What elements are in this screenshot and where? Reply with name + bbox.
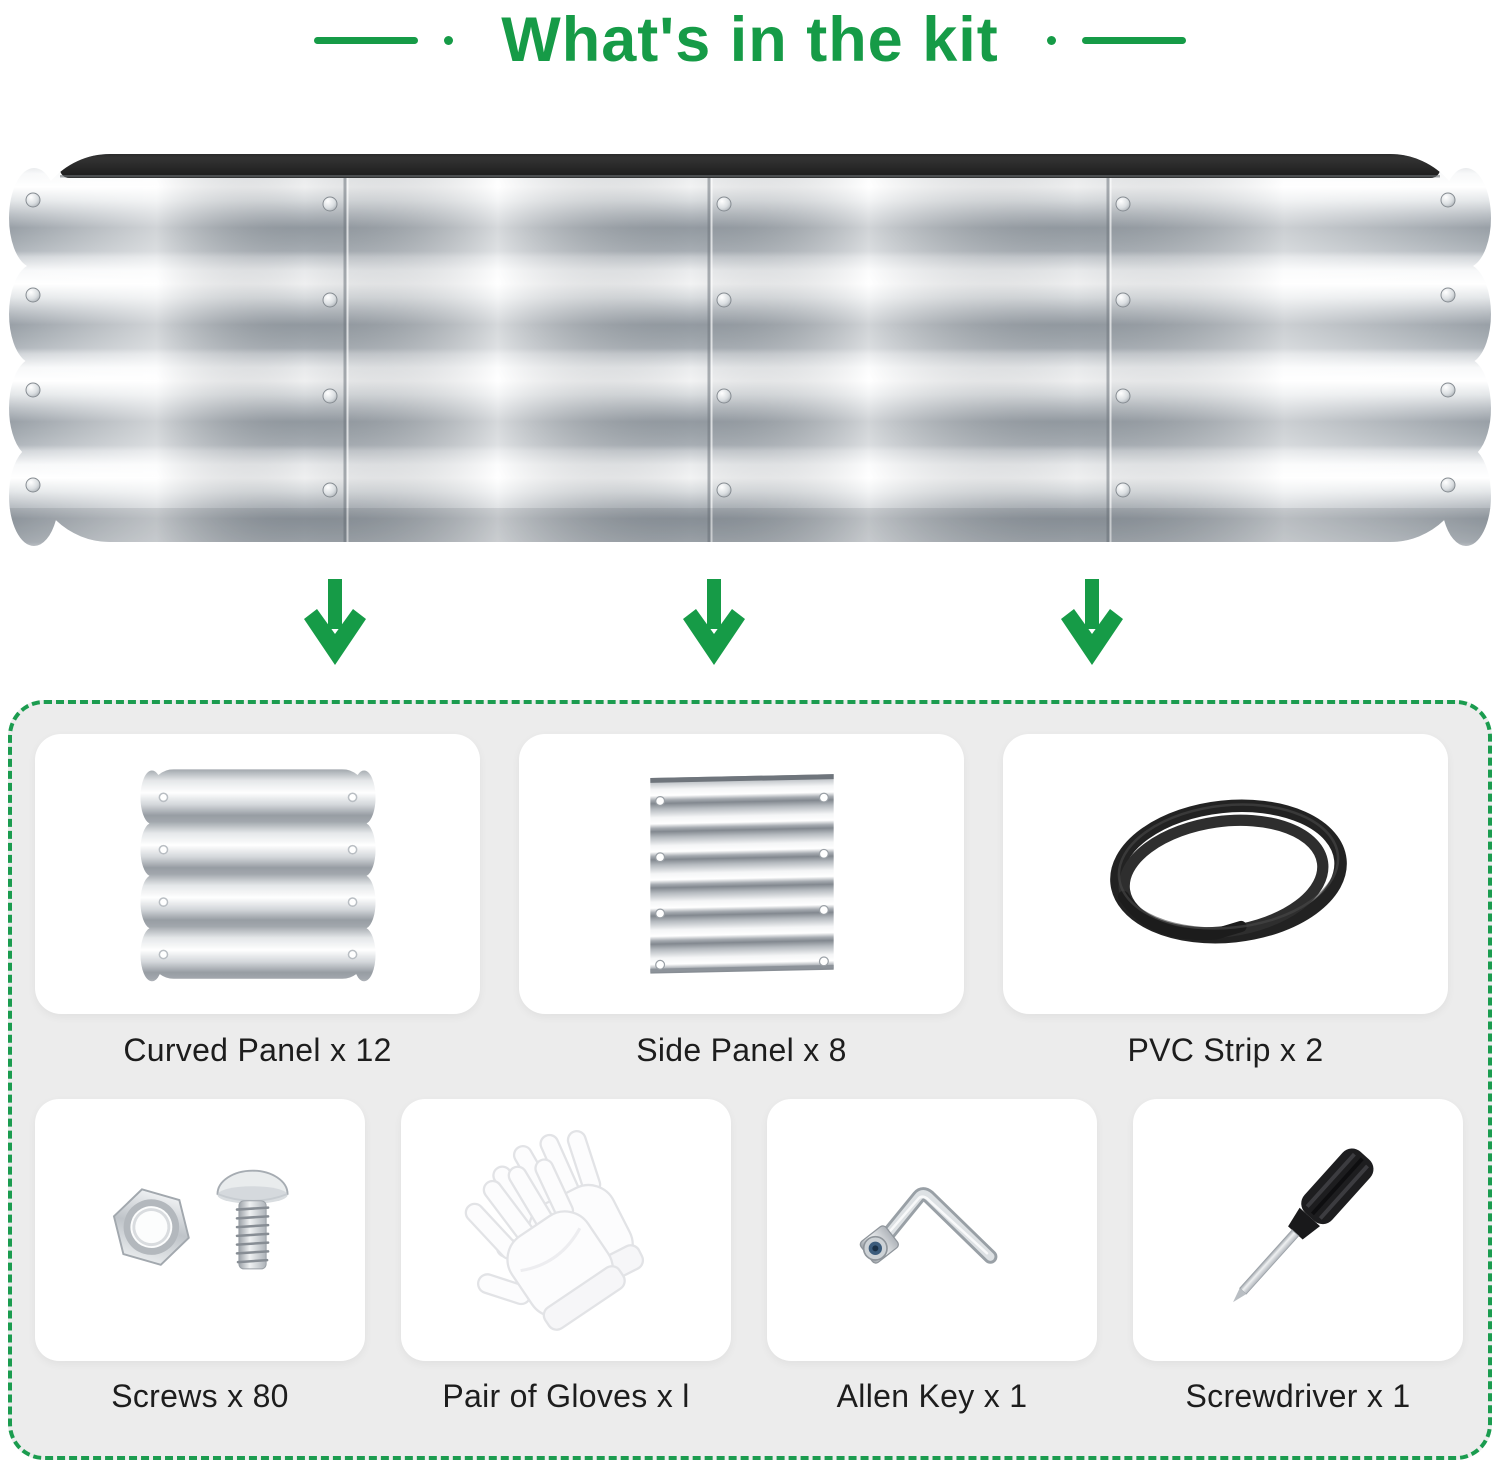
item-label: Pair of Gloves x l xyxy=(442,1378,690,1414)
kit-row-2-labels xyxy=(35,1378,1488,1415)
gloves-icon xyxy=(438,1126,694,1334)
down-arrow-icon xyxy=(681,579,747,667)
raised-bed-image xyxy=(8,140,1492,552)
item-label: Side Panel x 8 xyxy=(636,1032,847,1068)
down-arrow-icon xyxy=(302,579,368,667)
item-label: Screwdriver x 1 xyxy=(1185,1378,1411,1414)
tile-side-panel xyxy=(519,734,964,1014)
item-label: PVC Strip x 2 xyxy=(1127,1032,1324,1068)
curved-panel-icon xyxy=(130,759,386,989)
tile-allen-key xyxy=(767,1099,1097,1361)
tile-screws xyxy=(35,1099,365,1361)
allen-key-icon xyxy=(827,1155,1037,1305)
kit-row-1 xyxy=(35,734,1488,1014)
title-dash-left xyxy=(314,37,418,44)
page-title: What's in the kit xyxy=(501,4,999,75)
tile-curved-panel xyxy=(35,734,480,1014)
kit-contents-box xyxy=(8,700,1492,1460)
item-label: Allen Key x 1 xyxy=(836,1378,1028,1414)
item-label: Curved Panel x 12 xyxy=(123,1032,392,1068)
screws-icon xyxy=(93,1145,307,1315)
tile-screwdriver xyxy=(1133,1099,1463,1361)
title-dash-right xyxy=(1082,37,1186,44)
side-panel-icon xyxy=(617,764,867,984)
pvc-strip-icon xyxy=(1076,768,1376,980)
title-dot-right xyxy=(1047,36,1056,45)
tile-pvc-strip xyxy=(1003,734,1448,1014)
kit-row-2 xyxy=(35,1099,1488,1361)
item-label: Screws x 80 xyxy=(111,1378,289,1414)
header xyxy=(0,4,1500,76)
screwdriver-icon xyxy=(1180,1132,1416,1328)
title-dot-left xyxy=(444,36,453,45)
kit-row-1-labels xyxy=(35,1032,1488,1069)
tile-gloves xyxy=(401,1099,731,1361)
down-arrow-icon xyxy=(1059,579,1125,667)
